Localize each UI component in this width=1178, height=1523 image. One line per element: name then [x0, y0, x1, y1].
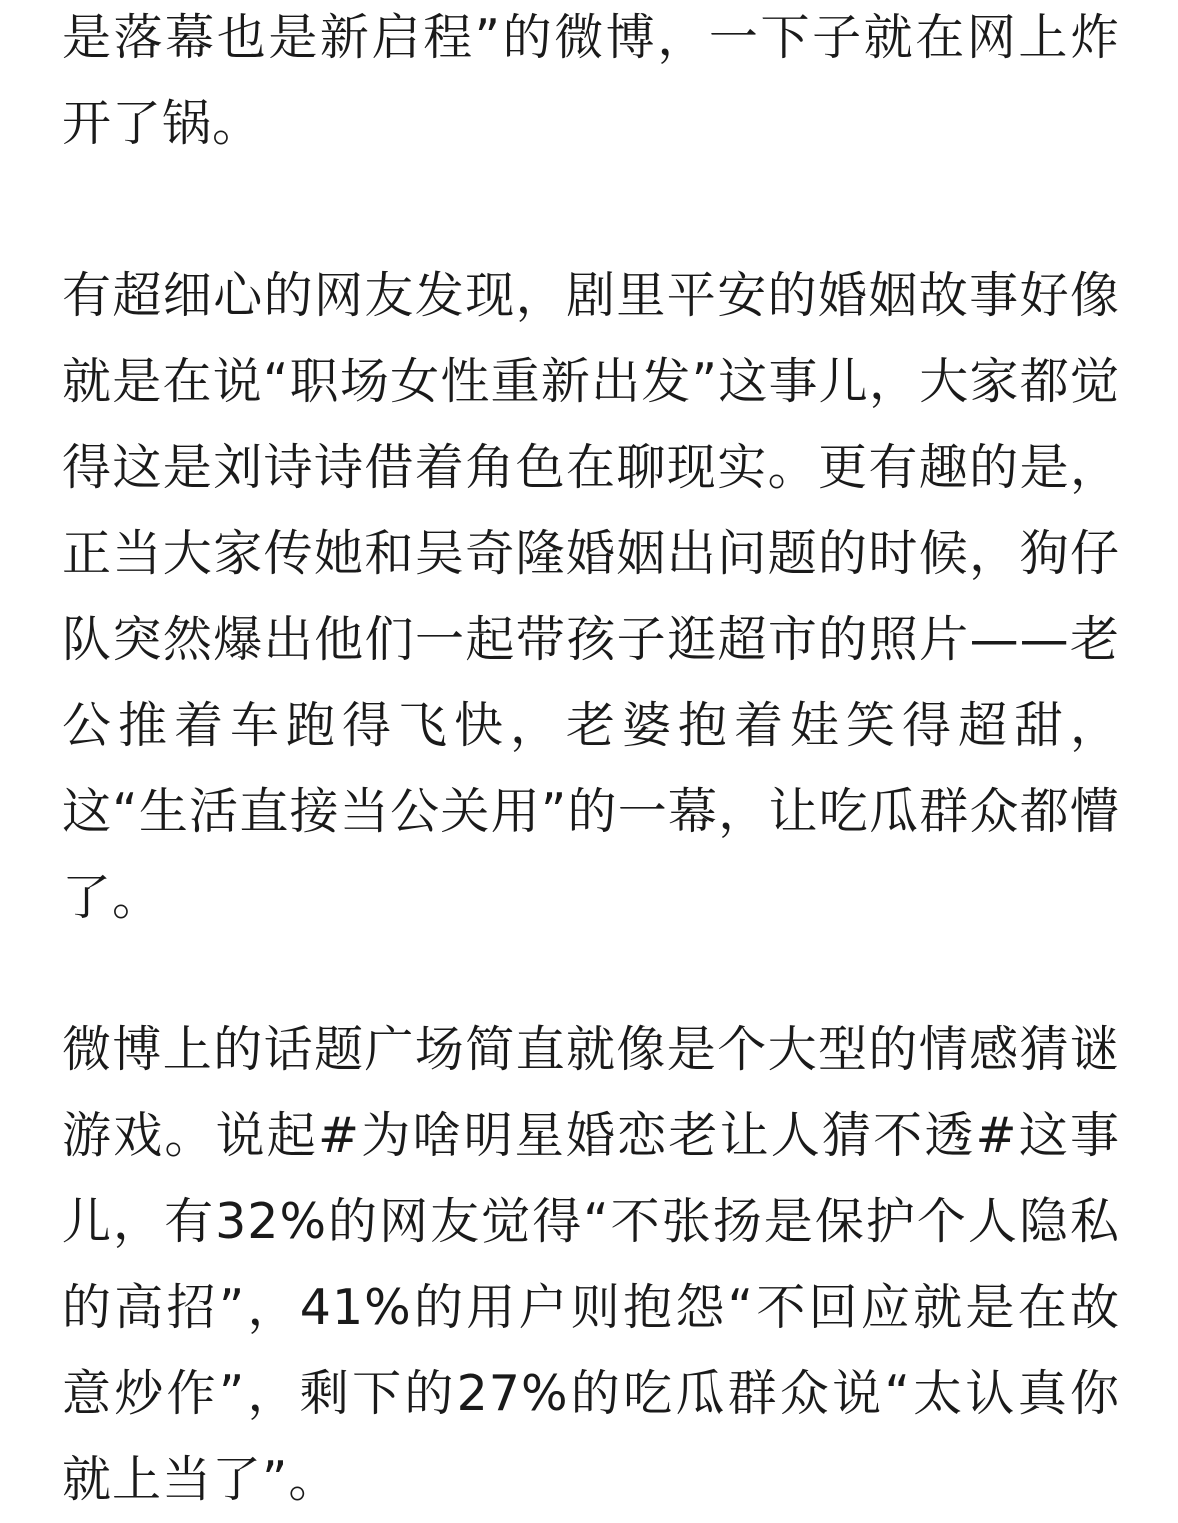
article-paragraph: 有超细心的网友发现，剧里平安的婚姻故事好像就是在说“职场女性重新出发”这事儿，大家都觉得这是刘诗诗借着角色在聊现实。更有趣的是，正当大家传她和吴奇隆婚姻出问题的时候，狗仔队突然爆出他们一起带孩子逛超市的照片——老公推着车跑得飞快，老婆抱着娃笑得超甜，这“生活直接当公关用”的一幕，让吃瓜群众都懵了。 [62, 267, 1120, 926]
article-paragraph: 微博上的话题广场简直就像是个大型的情感猜谜游戏。说起#为啥明星婚恋老让人猜不透#这事儿，有32%的网友觉得“不张扬是保护个人隐私的高招”，41%的用户则抱怨“不回应就是在故意炒作”，剩下的27%的吃瓜群众说“太认真你就上当了”。 [62, 1021, 1120, 1508]
article-paragraph: 是落幕也是新启程”的微博，一下子就在网上炸开了锅。 [62, 9, 1120, 152]
